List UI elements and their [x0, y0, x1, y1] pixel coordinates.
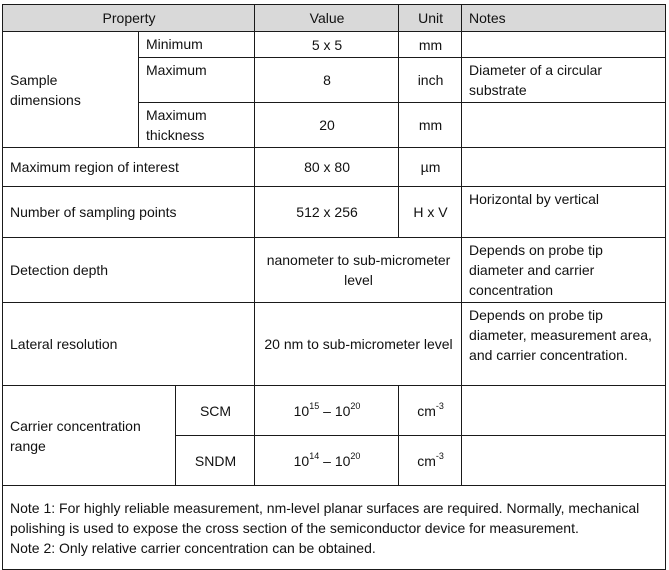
- table-notes: [3, 486, 666, 570]
- sampling-points-label: Number of sampling points: [3, 187, 255, 238]
- detection-depth-note: Depends on probe tip diameter and carrier concentration: [462, 238, 666, 303]
- maximum-label: Maximum: [139, 58, 255, 103]
- table-row: [3, 386, 666, 436]
- header-value: Value: [255, 5, 399, 32]
- notes-row: [3, 486, 666, 570]
- carrier-concentration-label: Carrier concentration range: [3, 386, 176, 486]
- sndm-value: $10^{14} - 10^{20}$: [255, 436, 399, 486]
- sndm-note: [462, 436, 666, 486]
- roi-unit: µm: [399, 148, 462, 187]
- sample-dimensions-label: Sample dimensions: [3, 32, 139, 148]
- scm-label: SCM: [176, 386, 255, 436]
- scm-note: [462, 386, 666, 436]
- roi-value: 80 x 80: [255, 148, 399, 187]
- max-thickness-label: Maximum thickness: [139, 103, 255, 148]
- scm-value: $10^{15} - 10^{20}$: [255, 386, 399, 436]
- roi-label: Maximum region of interest: [3, 148, 255, 187]
- scm-unit: $cm^{-3}$: [399, 386, 462, 436]
- sndm-unit: $cm^{-3}$: [399, 436, 462, 486]
- lateral-resolution-label: Lateral resolution: [3, 303, 255, 386]
- table-row: [3, 187, 666, 238]
- maximum-note: Diameter of a circular substrate: [462, 58, 666, 103]
- lateral-resolution-value: 20 nm to sub-micrometer level: [255, 303, 462, 386]
- minimum-value: 5 x 5: [255, 32, 399, 58]
- note-1: Note 1: For highly reliable measurement, nm-level planar surfaces are required. Normally, mechanical polishing is used to expose the cross section of the semiconductor device for measurement.: [10, 499, 640, 536]
- maximum-unit: inch: [399, 58, 462, 103]
- max-thickness-value: 20: [255, 103, 399, 148]
- detection-depth-value: nanometer to sub-micrometer level: [255, 238, 462, 303]
- header-notes: Notes: [462, 5, 666, 32]
- max-thickness-unit: mm: [399, 103, 462, 148]
- table-row: [3, 148, 666, 187]
- roi-note: [462, 148, 666, 187]
- note-2: Note 2: Only relative carrier concentration can be obtained.: [10, 539, 376, 556]
- table-row: [3, 32, 666, 58]
- table-row: [3, 238, 666, 303]
- table-row: [3, 303, 666, 386]
- minimum-unit: mm: [399, 32, 462, 58]
- sampling-points-unit: H x V: [399, 187, 462, 238]
- detection-depth-label: Detection depth: [3, 238, 255, 303]
- maximum-value: 8: [255, 58, 399, 103]
- max-thickness-note: [462, 103, 666, 148]
- lateral-resolution-note: Depends on probe tip diameter, measurement area, and carrier concentration.: [462, 303, 666, 386]
- header-row: [3, 5, 666, 32]
- spec-table-container: [2, 4, 665, 562]
- header-unit: Unit: [399, 5, 462, 32]
- header-property: Property: [3, 5, 255, 32]
- sndm-label: SNDM: [176, 436, 255, 486]
- minimum-note: [462, 32, 666, 58]
- minimum-label: Minimum: [139, 32, 255, 58]
- sampling-points-note: Horizontal by vertical: [462, 187, 666, 238]
- sampling-points-value: 512 x 256: [255, 187, 399, 238]
- specification-table: [2, 4, 666, 570]
